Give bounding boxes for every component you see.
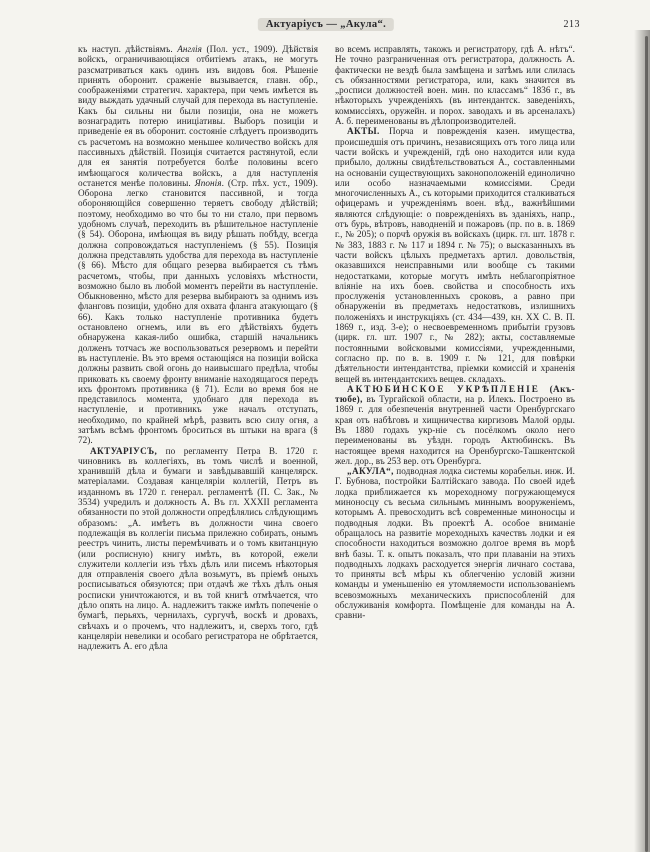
column-right bbox=[335, 44, 575, 846]
paragraph-text: Порча и поврежденія казен. имущества, происшедшія отъ причинъ, независящихъ отъ того лица или части войскъ и учрежденій, гдѣ оно находится или куда прибыло, должны свидѣтельствоваться А., составленными на основаніи существующихъ законоположеній единолично или особо назначаемыми комиссіями. Среди многочисленныхъ А., съ которыми приходится сталкиваться офицерамъ и учрежденіямъ воен. вѣд., важнѣйшими являются слѣдующіе: о поврежденіяхъ въ зданіяхъ, напр., отъ бурь, вѣтровъ, наводненій и пожаровъ (пр. по в. в. 1869 г., № 205); о порчѣ оружія въ войскахъ (цирк. гл. шт. 1878 г. № 383, 1883 г. № 117 и 1894 г. № 75); о высказанныхъ въ части войскъ цѣлыхъ предметахъ артил. довольствія, оказавшихся неисправными или вообще съ такими недостатками, которые могутъ имѣть неблагопріятное вліяніе на ихъ боев. свойства и способность ихъ прослуженія установленныхъ сроковъ, а равно при обнаруженіи въ предметахъ недостатковъ, излишнихъ положеніяхъ и инструкціяхъ (ст. 434—439, кн. XX С. В. П. 1869 г., изд. 3-е); о несвоевременномъ прибытіи грузовъ (цирк. гл. шт. 1907 г., № 282); акты, составляемые постоянными войсковыми комиссіями, учрежденными, согласно пр. по в. в. 1909 г. № 121, для повѣрки дѣятельности интендантства, пріемки комиссій и храненія вещей въ интендантскихъ вещев. складахъ. bbox=[335, 126, 575, 384]
paragraph bbox=[335, 384, 575, 466]
paragraph bbox=[335, 466, 575, 620]
article-headword: АКТУАРІУСЪ, bbox=[90, 445, 158, 456]
article-headword: АКТЮБИНСКОЕ УКРѢПЛЕНІЕ bbox=[347, 383, 540, 394]
paragraph-text: во всемъ исправлять, такожъ и регистратору, гдѣ А. нѣтъ“. Не точно разграниченная отъ регистратора, должность А. фактически не вездѣ была замѣщена и затѣмъ или слилась съ обязанностями регистратора, или, какъ значится въ „росписи должностей воен. мин. по классамъ“ 1836 г., въ нѣкоторыхъ учрежденіяхъ (въ интендантск. заведеніяхъ, коммиссіяхъ, оружейн. и порох. заводахъ и въ арсеналахъ) А. б. переименованы въ дѣлопроизводителей. bbox=[335, 44, 575, 127]
scan-edge-shadow bbox=[634, 30, 650, 852]
page-number: 213 bbox=[563, 19, 580, 30]
paragraph bbox=[335, 126, 575, 383]
scan-edge-line bbox=[645, 36, 648, 852]
paragraph-text: по регламенту Петра В. 1720 г. чиновникъ въ коллегіяхъ, въ томъ числѣ и военной, хранившій дѣла и бумаги и завѣдывавшій канцелярск. матеріалами. Создавая канцеляріи коллегій, Петръ въ изданномъ въ 1720 г. генерал. регламентѣ (П. С. Зак., № 3534) учредилъ и должность А. Въ гл. XXXII регламента обязанности по этой должности опредѣлялись слѣдующимъ образомъ: „А. имѣетъ въ должности чина своего подлежащія въ коллегіи письма прилежно собирать, онымъ реестръ чинить, листы перемѣчивать и о томъ квитанцную (или росписную) книгу имѣть, въ которой, ежели служители коллегіи изъ тѣхъ дѣлъ или писемъ нѣкоторыя для отправленія своего дѣла возьмутъ, въ пріемѣ оныхъ росписываться обязуются; при отдачѣ же тѣхъ дѣлъ оныя росписки уничтожаются, и въ той книгѣ отмѣчается, что дѣло опять на лицо. А. надлежитъ также имѣть попеченіе о бумагѣ, перьяхъ, чернилахъ, сургучѣ, воскѣ и дровахъ, свѣчахъ и о прочемъ, что надлежитъ, и, сверхъ того, гдѣ канцеляріи невелики и особаго регистратора не обрѣтается, надлежитъ А. его дѣла bbox=[78, 445, 318, 652]
paragraph bbox=[78, 44, 318, 446]
italic-term: Японія bbox=[194, 177, 222, 188]
page-header bbox=[78, 18, 580, 34]
text-block bbox=[78, 44, 575, 846]
article-headword-sub: (Акъ-тюбе), bbox=[335, 383, 575, 405]
paragraph-text: къ наступ. дѣйствіямъ. bbox=[78, 44, 178, 54]
paragraph bbox=[335, 44, 575, 126]
paragraph-text: подводная лодка системы корабельн. инж. И. Г. Бубнова, постройки Балтійскаго завода. По своей идеѣ лодка приближается къ мореходному погружающемуся миноносцу съ весьма сильнымъ миннымъ вооруженіемъ, которымъ А. превосходитъ всѣ современные миноносцы и подводныя лодки. Въ проектѣ А. особое вниманіе обращалось на развитіе мореходныхъ качествъ лодки и ея способности находиться возможно долгое время въ морѣ внѣ базы. Т. к. опытъ показалъ, что при плаваніи на этихъ подводныхъ лодкахъ расходуется энергія личнаго состава, то приняты всѣ мѣры къ облегченію условій жизни команды и уменьшенію ея утомляемости использованіемъ всевозможныхъ механическихъ приспособленій для обслуживанія комфорта. Помѣщеніе для команды на А. сравни- bbox=[335, 466, 575, 621]
italic-term: Англія bbox=[177, 44, 202, 54]
paragraph-text: (Пол. уст., 1909). Дѣйствія войскъ, ограничивающіяся отбитіемъ атакъ, не могутъ разсматриваться какъ одинъ изъ видовъ боя. Рѣшеніе принять оборонит. сраженіе вызывается, главн. обр., соображеніями стратегич. характера, при чемъ имѣется въ виду выждать удачный случай для перехода въ наступленіе. Какъ бы сильны ни были позиціи, она не можетъ вознаградить потерю иниціативы. Выборъ позиціи и приведеніе ея въ оборонит. состояніе слѣдуетъ производить съ расчетомъ на возможно меньшее количество войскъ для пассивныхъ дѣйствій. Позиція считается растянутой, если для ея занятія потребуется болѣе половины всего имѣющагося количества войскъ, а для наступленія останется менѣе половины. bbox=[78, 44, 318, 188]
paragraph bbox=[78, 446, 318, 652]
paragraph-text: въ Тургайской области, на р. Илекъ. Построено въ 1869 г. для обезпеченія внутренней части Оренбургскаго края отъ набѣговъ и хищничества киргизовъ Малой орды. Въ 1880 годахъ укр-ніе съ посёлкомъ около него переименованы въ уѣздн. городъ Актюбинскъ. Въ настоящее время находится на Оренбургско-Ташкентской жел. дор., въ 253 вер. отъ Оренбурга. bbox=[335, 394, 575, 466]
article-headword: „АКУЛА“, bbox=[347, 466, 394, 477]
column-left bbox=[78, 44, 318, 846]
paragraph-text: . (Стр. пѣх. уст., 1909). Оборона легко становится пассивной, и тогда обороняющійся совершенно теряетъ свободу дѣйствій; поэтому, необходимо во что бы то ни стало, при первомъ удобномъ случаѣ, переходить въ рѣшительное наступленіе (§ 54). Оборона, имѣющая въ виду рѣшать побѣду, всегда должна сопровождаться наступленіемъ (§ 55). Позиція должна представлять удобства для перехода въ наступленіе (§ 66). Мѣсто для общаго резерва выбирается съ тѣмъ расчетомъ, чтобы, при данныхъ условіяхъ мѣстности, возможно было въ любой моментъ перейти въ наступленіе. Обыкновенно, мѣсто для резерва выбираютъ за однимъ изъ фланговъ позиціи, удобно для охвата фланга атакующаго (§ 66). Какъ только наступленіе противника будетъ остановлено огнемъ, или въ его дѣйствіяхъ будетъ обнаружена какая-либо ошибка, старшій начальникъ долженъ тотчасъ же воспользоваться резервомъ и перейти въ наступленіе. Въ это время остающіяся на позиціи войска должны развить свой огонь до наивысшаго предѣла, чтобы приковать къ своему фронту вниманіе находящагося передъ ихъ фронтомъ противника (§ 71). Если во время боя не представилось момента, удобнаго для перехода въ наступленіе, и противникъ уже началъ отступать, необходимо, по крайней мѣрѣ, развить всю силу огня, а затѣмъ всѣмъ фронтомъ броситься въ штыки на врага (§ 72). bbox=[78, 177, 318, 446]
running-title: Актуаріусъ — „Акула“. bbox=[258, 18, 394, 31]
article-headword: АКТЫ. bbox=[347, 126, 380, 137]
